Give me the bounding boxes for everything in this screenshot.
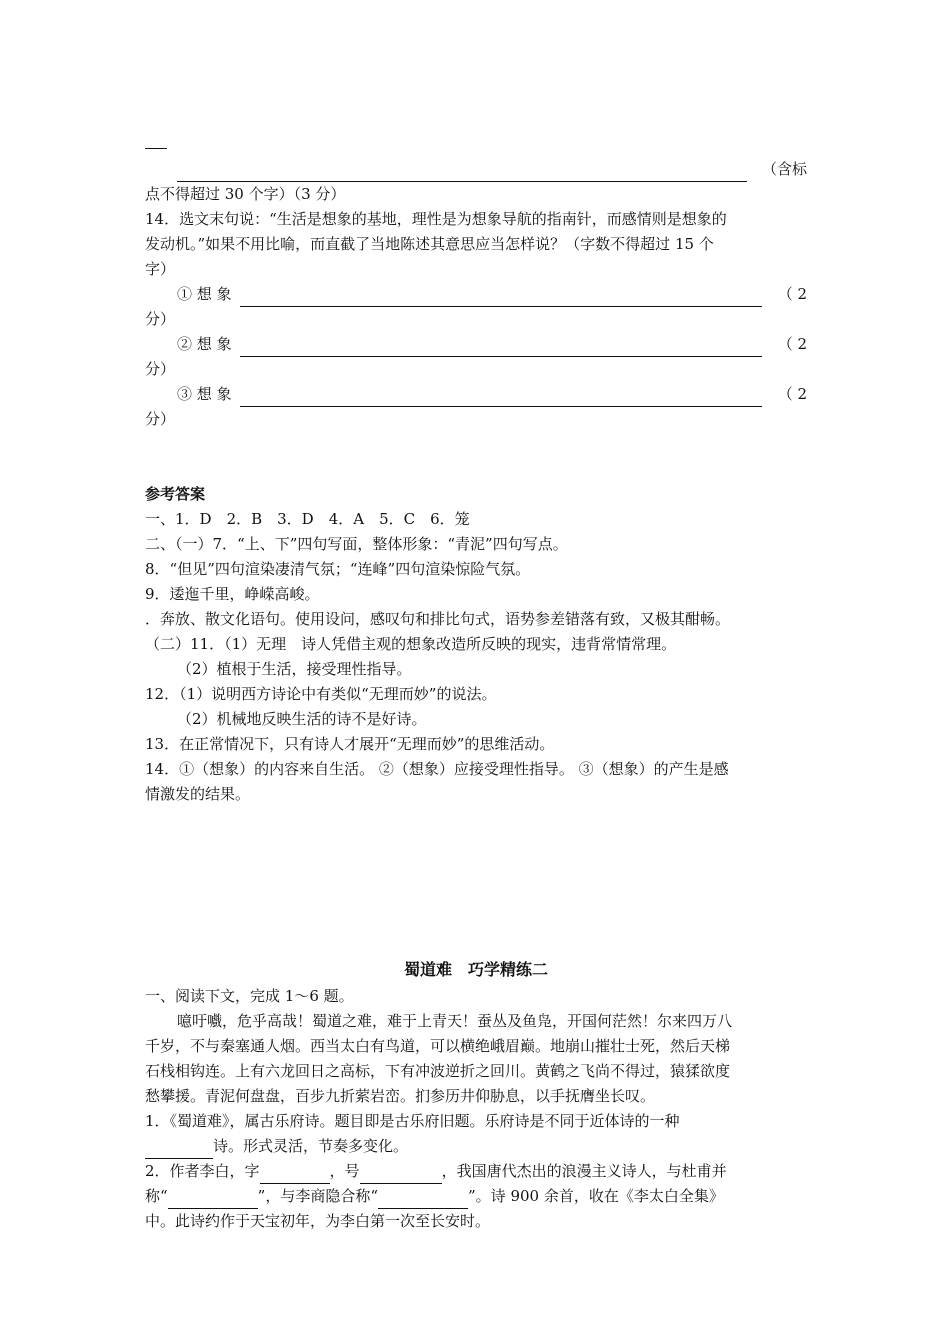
passage-line: 石栈相钩连。上有六龙回日之高标，下有冲波逆折之回川。黄鹤之飞尚不得过，猿猱欲度 [145,1062,731,1080]
dash-mark [145,136,167,149]
q14-item-score: （ 2 [777,285,807,303]
section-instruction: 一、阅读下文，完成 1～6 题。 [145,987,354,1005]
answer-line: 8．“但见”四句渲染凄清气氛；“连峰”四句渲染惊险气氛。 [145,560,531,578]
spacer [145,907,807,932]
q1-line-1: 1．《蜀道难》，属古乐府诗。题目即是古乐府旧题。乐府诗是不同于近体诗的一种 [145,1112,680,1130]
spacer [145,457,807,482]
spacer [145,882,807,907]
q2-line-2 [145,1184,807,1209]
spacer [145,432,807,457]
spacer [145,832,807,857]
q13-note-2: 点不得超过 30 个字）（3 分） [145,185,346,203]
q2-zi-blank[interactable] [260,1166,330,1184]
q2-part: ”，与李商隐合称“ [257,1187,379,1205]
q1-line-2-text: 诗。形式灵活，节奏多变化。 [213,1137,409,1155]
q13-answer-blank[interactable] [177,164,747,182]
document-page [145,132,807,1234]
answers-heading: 参考答案 [145,485,206,503]
q14-line-1: 14．选文末句说：“生活是想象的基地，理性是为想象导航的指南针，而感情则是想象的 [145,210,727,228]
q1-line-2 [145,1134,807,1159]
q2-hao-blank[interactable] [360,1166,442,1184]
spacer [145,857,807,882]
spacer [145,807,807,832]
q14-item-score-tail: 分） [145,410,176,428]
q14-line-2: 发动机。”如果不用比喻，而直截了当地陈述其意思应当怎样说？（字数不得超过 15 个 [145,235,714,253]
q2-part: 2．作者李白，字 [145,1162,260,1180]
q2-part: ”。诗 900 余首，收在《李太白全集》 [468,1187,724,1205]
answer-line: 13．在正常情况下，只有诗人才展开“无理而妙”的思维活动。 [145,735,555,753]
q13-answer-line [145,157,807,182]
answer-line: （2）植根于生活，接受理性指导。 [177,660,412,678]
answer-line: ．奔放、散文化语句。使用设问，感叹句和排比句式，语势参差错落有致，又极其酣畅。 [145,610,731,628]
q14-item-score-tail: 分） [145,310,176,328]
section-title: 蜀道难 巧学精练二 [403,960,548,979]
q14-item-blank[interactable] [240,289,762,307]
dash-mark-line [145,132,807,157]
q14-item-2 [145,332,807,357]
q2-part: ，我国唐代杰出的浪漫主义诗人，与杜甫并 [441,1162,727,1180]
answer-line: 情激发的结果。 [145,785,251,803]
q14-line-3: 字） [145,260,176,278]
q1-blank[interactable] [145,1141,213,1159]
q2-li-du-blank[interactable] [168,1191,258,1209]
answer-line: 12．（1）说明西方诗论中有类似“无理而妙”的说法。 [145,685,497,703]
q14-item-score: （ 2 [777,385,807,403]
q14-item-3 [145,382,807,407]
q14-item-label: ③ 想 象 [177,385,232,403]
spacer [145,932,807,956]
q14-item-score-tail: 分） [145,360,176,378]
q2-part: ，号 [329,1162,360,1180]
q2-xiao-li-du-blank[interactable] [378,1191,468,1209]
q2-line-1 [145,1159,807,1184]
answer-line: 14．①（想象）的内容来自生活。 ②（想象）应接受理性指导。 ③（想象）的产生是感 [145,760,729,778]
passage-line: 噫吁嚱，危乎高哉！蜀道之难，难于上青天！蚕丛及鱼凫，开国何茫然！尔来四万八 [177,1012,733,1030]
q2-line-3: 中。此诗约作于天宝初年，为李白第一次至长安时。 [145,1212,491,1230]
answer-line: 9．逶迤千里，峥嵘高峻。 [145,585,320,603]
q14-item-label: ① 想 象 [177,285,232,303]
q14-item-blank[interactable] [240,389,762,407]
passage-line: 愁攀援。青泥何盘盘，百步九折萦岩峦。扪参历井仰胁息，以手抚膺坐长叹。 [145,1087,656,1105]
answer-line: （2）机械地反映生活的诗不是好诗。 [177,710,427,728]
answer-line: 一、1．D 2．B 3．D 4．A 5．C 6．笼 [145,510,470,528]
passage-line: 千岁，不与秦塞通人烟。西当太白有鸟道，可以横绝峨眉巅。地崩山摧壮士死，然后天梯 [145,1037,731,1055]
q14-item-score: （ 2 [777,335,807,353]
q14-item-label: ② 想 象 [177,335,232,353]
q14-item-blank[interactable] [240,339,762,357]
q14-item-1 [145,282,807,307]
answer-line: （二）11．（1）无理 诗人凭借主观的想象改造所反映的现实，违背常情常理。 [145,635,677,653]
answer-line: 二、（一）7．“上、下”四句写面，整体形象：“青泥”四句写点。 [145,535,568,553]
q13-note-1: （含标 [761,160,807,178]
q2-part: 称“ [145,1187,168,1205]
